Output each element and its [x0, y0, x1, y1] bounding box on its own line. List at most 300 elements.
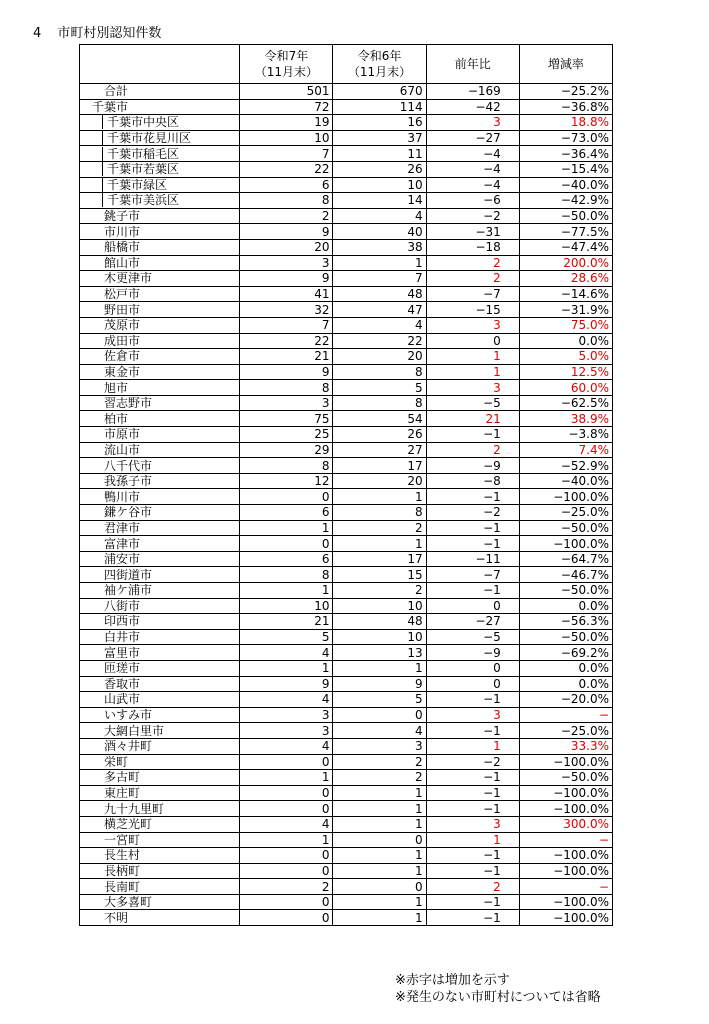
cell-rate: −36.8% — [519, 99, 612, 115]
cell-r7: 1 — [240, 770, 333, 786]
cell-diff: 1 — [426, 364, 519, 380]
cell-r6: 1 — [333, 660, 426, 676]
cell-rate: −50.0% — [519, 583, 612, 599]
cell-r7: 4 — [240, 738, 333, 754]
table-row — [80, 333, 613, 349]
cell-r6: 20 — [333, 473, 426, 489]
row-name: 市川市 — [104, 224, 141, 239]
row-name: 山武市 — [104, 692, 141, 707]
cell-diff: −4 — [426, 177, 519, 193]
row-name: 不明 — [104, 910, 129, 925]
cell-r6: 0 — [333, 832, 426, 848]
row-name: 浦安市 — [104, 552, 141, 567]
row-name: 鎌ケ谷市 — [104, 505, 153, 520]
cell-rate: −100.0% — [519, 863, 612, 879]
cell-diff: −18 — [426, 239, 519, 255]
cell-rate: 0.0% — [519, 660, 612, 676]
cell-diff: −9 — [426, 645, 519, 661]
header-r7 — [240, 45, 333, 84]
row-name-cell — [80, 520, 240, 536]
table-row — [80, 551, 613, 567]
table-row — [80, 349, 613, 365]
cell-r6: 20 — [333, 349, 426, 365]
row-name: 成田市 — [104, 333, 141, 348]
cell-r7: 6 — [240, 551, 333, 567]
cell-rate: −50.0% — [519, 629, 612, 645]
row-name-cell — [80, 115, 240, 131]
cell-diff: −1 — [426, 427, 519, 443]
cell-r7: 5 — [240, 629, 333, 645]
cell-diff: −1 — [426, 801, 519, 817]
footnotes — [395, 972, 601, 1006]
cell-r7: 10 — [240, 130, 333, 146]
row-name-cell — [80, 239, 240, 255]
cell-r7: 501 — [240, 84, 333, 100]
cell-rate: −100.0% — [519, 536, 612, 552]
table-row — [80, 754, 613, 770]
cell-r6: 2 — [333, 754, 426, 770]
cell-r6: 13 — [333, 645, 426, 661]
cell-diff: −11 — [426, 551, 519, 567]
cell-r7: 6 — [240, 177, 333, 193]
cell-r7: 2 — [240, 879, 333, 895]
table-row — [80, 427, 613, 443]
table-row — [80, 317, 613, 333]
row-name: 千葉市緑区 — [102, 178, 239, 192]
row-name: 鴨川市 — [104, 489, 141, 504]
cell-r6: 9 — [333, 676, 426, 692]
row-name-cell — [80, 473, 240, 489]
row-name: 木更津市 — [104, 271, 153, 286]
row-name-cell — [80, 629, 240, 645]
table-row — [80, 629, 613, 645]
row-name-cell — [80, 427, 240, 443]
row-name-cell — [80, 395, 240, 411]
cell-diff: −2 — [426, 754, 519, 770]
cell-diff: −6 — [426, 193, 519, 209]
row-name: 袖ケ浦市 — [104, 583, 153, 598]
table-row — [80, 567, 613, 583]
cell-r6: 114 — [333, 99, 426, 115]
cell-r6: 1 — [333, 785, 426, 801]
cell-r6: 7 — [333, 271, 426, 287]
row-name-cell — [80, 723, 240, 739]
cell-diff: −2 — [426, 208, 519, 224]
cell-r6: 2 — [333, 583, 426, 599]
cell-r6: 27 — [333, 442, 426, 458]
row-name: 印西市 — [104, 614, 141, 629]
row-name: 一宮町 — [104, 832, 141, 847]
cell-r7: 0 — [240, 910, 333, 926]
cell-rate: −40.0% — [519, 177, 612, 193]
cell-r6: 0 — [333, 707, 426, 723]
cell-diff: 3 — [426, 380, 519, 396]
cell-r7: 0 — [240, 754, 333, 770]
row-name: 八街市 — [104, 598, 141, 613]
cell-r7: 1 — [240, 660, 333, 676]
cell-r6: 8 — [333, 505, 426, 521]
cell-diff: 2 — [426, 255, 519, 271]
table-row — [80, 505, 613, 521]
cell-r6: 26 — [333, 161, 426, 177]
header-rate: 増減率 — [519, 45, 612, 84]
cell-r6: 47 — [333, 302, 426, 318]
cell-diff: −1 — [426, 863, 519, 879]
cell-r6: 1 — [333, 816, 426, 832]
cell-r6: 1 — [333, 255, 426, 271]
row-name: 多古町 — [104, 770, 141, 785]
cell-r7: 2 — [240, 208, 333, 224]
table-row — [80, 177, 613, 193]
row-name: 大多喜町 — [104, 895, 153, 910]
row-name-cell — [80, 442, 240, 458]
row-name-cell — [80, 801, 240, 817]
row-name: 富津市 — [104, 536, 141, 551]
cell-diff: 0 — [426, 333, 519, 349]
cell-r6: 1 — [333, 863, 426, 879]
row-name: 八千代市 — [104, 458, 153, 473]
cell-r7: 19 — [240, 115, 333, 131]
cell-r6: 2 — [333, 770, 426, 786]
row-name-cell — [80, 177, 240, 193]
row-name: 我孫子市 — [104, 474, 153, 489]
cell-rate: 0.0% — [519, 598, 612, 614]
cell-diff: −27 — [426, 614, 519, 630]
cell-r7: 4 — [240, 816, 333, 832]
cell-r7: 4 — [240, 645, 333, 661]
row-name-cell — [80, 645, 240, 661]
table-row — [80, 115, 613, 131]
cell-diff: 0 — [426, 660, 519, 676]
cell-r7: 9 — [240, 271, 333, 287]
table-row — [80, 458, 613, 474]
cell-diff: 0 — [426, 598, 519, 614]
row-name-cell — [80, 489, 240, 505]
row-name: 習志野市 — [104, 396, 153, 411]
cell-rate: −52.9% — [519, 458, 612, 474]
row-name: 四街道市 — [104, 567, 153, 582]
cell-r6: 4 — [333, 208, 426, 224]
cell-diff: −4 — [426, 161, 519, 177]
row-name-cell — [80, 193, 240, 209]
header-r6-line2: （11月末） — [347, 65, 412, 79]
cell-rate: −42.9% — [519, 193, 612, 209]
cell-diff: 3 — [426, 317, 519, 333]
cell-diff: −31 — [426, 224, 519, 240]
row-name-cell — [80, 411, 240, 427]
cell-diff: −4 — [426, 146, 519, 162]
cell-rate: −46.7% — [519, 567, 612, 583]
cell-r7: 41 — [240, 286, 333, 302]
cell-r6: 10 — [333, 629, 426, 645]
row-name: 松戸市 — [104, 287, 141, 302]
row-name-cell — [80, 302, 240, 318]
cell-r7: 6 — [240, 505, 333, 521]
row-name: 長柄町 — [104, 863, 141, 878]
table-row — [80, 645, 613, 661]
row-name-cell — [80, 816, 240, 832]
cell-r7: 10 — [240, 598, 333, 614]
cell-rate: 200.0% — [519, 255, 612, 271]
cell-rate: −100.0% — [519, 910, 612, 926]
cell-diff: −7 — [426, 567, 519, 583]
cell-r6: 40 — [333, 224, 426, 240]
row-name: 東金市 — [104, 364, 141, 379]
table-row — [80, 380, 613, 396]
cell-r6: 37 — [333, 130, 426, 146]
table-row — [80, 536, 613, 552]
cell-r6: 17 — [333, 551, 426, 567]
cell-rate: −20.0% — [519, 692, 612, 708]
cell-diff: −7 — [426, 286, 519, 302]
row-name: 流山市 — [104, 442, 141, 457]
row-name: 柏市 — [104, 411, 129, 426]
row-name: 東庄町 — [104, 786, 141, 801]
cell-rate: −47.4% — [519, 239, 612, 255]
row-name-cell — [80, 224, 240, 240]
cell-r7: 3 — [240, 723, 333, 739]
row-name-cell — [80, 255, 240, 271]
row-name: 千葉市 — [92, 99, 129, 114]
cell-r7: 0 — [240, 894, 333, 910]
table-row — [80, 848, 613, 864]
row-name-cell — [80, 458, 240, 474]
cell-rate: −77.5% — [519, 224, 612, 240]
cell-r6: 0 — [333, 879, 426, 895]
table-row — [80, 879, 613, 895]
row-name-cell — [80, 660, 240, 676]
row-name-cell — [80, 832, 240, 848]
row-name: 野田市 — [104, 302, 141, 317]
cell-r6: 1 — [333, 894, 426, 910]
table-row — [80, 224, 613, 240]
table-row — [80, 146, 613, 162]
table-row — [80, 193, 613, 209]
table-row — [80, 707, 613, 723]
cell-diff: 0 — [426, 676, 519, 692]
row-name-cell — [80, 614, 240, 630]
cell-diff: −169 — [426, 84, 519, 100]
cell-r7: 8 — [240, 567, 333, 583]
cell-diff: 2 — [426, 879, 519, 895]
cell-rate: 0.0% — [519, 333, 612, 349]
cell-rate: −56.3% — [519, 614, 612, 630]
table-row — [80, 161, 613, 177]
cell-r6: 15 — [333, 567, 426, 583]
cell-diff: −2 — [426, 505, 519, 521]
table-row — [80, 473, 613, 489]
cell-r6: 26 — [333, 427, 426, 443]
row-name: 栄町 — [104, 754, 129, 769]
cell-rate: −100.0% — [519, 489, 612, 505]
row-name-cell — [80, 349, 240, 365]
table-row — [80, 442, 613, 458]
row-name-cell — [80, 598, 240, 614]
cell-r6: 5 — [333, 380, 426, 396]
table-row — [80, 910, 613, 926]
table-row — [80, 676, 613, 692]
row-name-cell — [80, 770, 240, 786]
row-name-cell — [80, 676, 240, 692]
row-name: 館山市 — [104, 255, 141, 270]
cell-rate: − — [519, 832, 612, 848]
row-name: 大網白里市 — [104, 723, 165, 738]
cell-rate: −64.7% — [519, 551, 612, 567]
cell-r7: 21 — [240, 349, 333, 365]
header-diff: 前年比 — [426, 45, 519, 84]
row-name: 香取市 — [104, 676, 141, 691]
row-name-cell — [80, 583, 240, 599]
cell-r7: 9 — [240, 676, 333, 692]
table-row — [80, 863, 613, 879]
cell-r7: 3 — [240, 255, 333, 271]
header-r7-line1: 令和7年 — [264, 49, 309, 63]
cell-r7: 0 — [240, 801, 333, 817]
row-name: 長生村 — [104, 848, 141, 863]
cell-r7: 1 — [240, 583, 333, 599]
cell-diff: 2 — [426, 271, 519, 287]
table-header-row — [80, 45, 613, 84]
cell-diff: −1 — [426, 536, 519, 552]
header-r6-line1: 令和6年 — [357, 49, 402, 63]
cell-rate: 28.6% — [519, 271, 612, 287]
cell-r6: 10 — [333, 177, 426, 193]
cell-rate: −25.0% — [519, 723, 612, 739]
cell-diff: −1 — [426, 770, 519, 786]
cell-rate: −50.0% — [519, 770, 612, 786]
table-row — [80, 660, 613, 676]
cell-rate: − — [519, 879, 612, 895]
table-row — [80, 583, 613, 599]
row-name-cell — [80, 551, 240, 567]
table-row — [80, 785, 613, 801]
cell-r7: 8 — [240, 458, 333, 474]
cell-rate: 75.0% — [519, 317, 612, 333]
cell-r6: 22 — [333, 333, 426, 349]
cell-r7: 1 — [240, 520, 333, 536]
cell-diff: −1 — [426, 692, 519, 708]
row-name-cell — [80, 317, 240, 333]
cell-r6: 5 — [333, 692, 426, 708]
cell-diff: −1 — [426, 520, 519, 536]
cell-rate: −25.0% — [519, 505, 612, 521]
cell-rate: −62.5% — [519, 395, 612, 411]
cell-r7: 4 — [240, 692, 333, 708]
cell-r6: 2 — [333, 520, 426, 536]
cell-diff: 21 — [426, 411, 519, 427]
row-name: 千葉市若葉区 — [102, 162, 239, 176]
cell-rate: −50.0% — [519, 208, 612, 224]
row-name: 白井市 — [104, 630, 141, 645]
row-name: 千葉市花見川区 — [102, 131, 239, 145]
row-name: 船橋市 — [104, 240, 141, 255]
row-name: 酒々井町 — [104, 739, 153, 754]
table-row — [80, 894, 613, 910]
row-name: 君津市 — [104, 520, 141, 535]
header-name — [80, 45, 240, 84]
cell-diff: −42 — [426, 99, 519, 115]
cell-r7: 25 — [240, 427, 333, 443]
row-name: 合計 — [104, 84, 129, 99]
row-name-cell — [80, 707, 240, 723]
cell-rate: −69.2% — [519, 645, 612, 661]
cell-rate: 60.0% — [519, 380, 612, 396]
cell-diff: −8 — [426, 473, 519, 489]
cell-diff: −5 — [426, 629, 519, 645]
row-name-cell — [80, 785, 240, 801]
cell-r6: 48 — [333, 286, 426, 302]
row-name: 横芝光町 — [104, 817, 153, 832]
row-name-cell — [80, 271, 240, 287]
row-name-cell — [80, 692, 240, 708]
section-title: 市町村別認知件数 — [57, 26, 162, 41]
cell-r7: 0 — [240, 785, 333, 801]
cell-diff: −1 — [426, 785, 519, 801]
cell-rate: 300.0% — [519, 816, 612, 832]
table-row — [80, 770, 613, 786]
cell-r7: 0 — [240, 848, 333, 864]
table-row — [80, 692, 613, 708]
cell-r7: 3 — [240, 395, 333, 411]
cell-r7: 0 — [240, 536, 333, 552]
row-name: 千葉市美浜区 — [102, 193, 239, 207]
footnote-red: ※赤字は増加を示す — [395, 973, 510, 988]
table-row — [80, 738, 613, 754]
header-r6 — [333, 45, 426, 84]
row-name-cell — [80, 894, 240, 910]
row-name: 市原市 — [104, 427, 141, 442]
table-row — [80, 520, 613, 536]
row-name-cell — [80, 84, 240, 100]
cell-rate: −40.0% — [519, 473, 612, 489]
cell-rate: 5.0% — [519, 349, 612, 365]
row-name: いすみ市 — [104, 708, 153, 723]
cell-diff: 3 — [426, 115, 519, 131]
table-row — [80, 286, 613, 302]
row-name: 旭市 — [104, 380, 129, 395]
cell-r7: 22 — [240, 161, 333, 177]
row-name: 銚子市 — [104, 209, 141, 224]
cell-rate: 12.5% — [519, 364, 612, 380]
cell-r6: 17 — [333, 458, 426, 474]
cell-diff: −1 — [426, 489, 519, 505]
cell-r7: 0 — [240, 863, 333, 879]
cell-r6: 1 — [333, 848, 426, 864]
row-name-cell — [80, 848, 240, 864]
cell-r7: 7 — [240, 146, 333, 162]
cell-rate: −100.0% — [519, 801, 612, 817]
table-row — [80, 816, 613, 832]
cell-r6: 16 — [333, 115, 426, 131]
row-name-cell — [80, 754, 240, 770]
cell-r7: 22 — [240, 333, 333, 349]
row-name-cell — [80, 333, 240, 349]
row-name: 茂原市 — [104, 318, 141, 333]
row-name: 富里市 — [104, 645, 141, 660]
cell-r7: 9 — [240, 224, 333, 240]
table-row — [80, 239, 613, 255]
cell-r6: 11 — [333, 146, 426, 162]
cell-rate: −3.8% — [519, 427, 612, 443]
cell-diff: 1 — [426, 738, 519, 754]
table-row — [80, 255, 613, 271]
section-number: 4 — [33, 26, 42, 41]
cell-r6: 4 — [333, 723, 426, 739]
row-name-cell — [80, 567, 240, 583]
row-name: 千葉市中央区 — [102, 115, 239, 129]
cell-r7: 20 — [240, 239, 333, 255]
cell-r7: 32 — [240, 302, 333, 318]
